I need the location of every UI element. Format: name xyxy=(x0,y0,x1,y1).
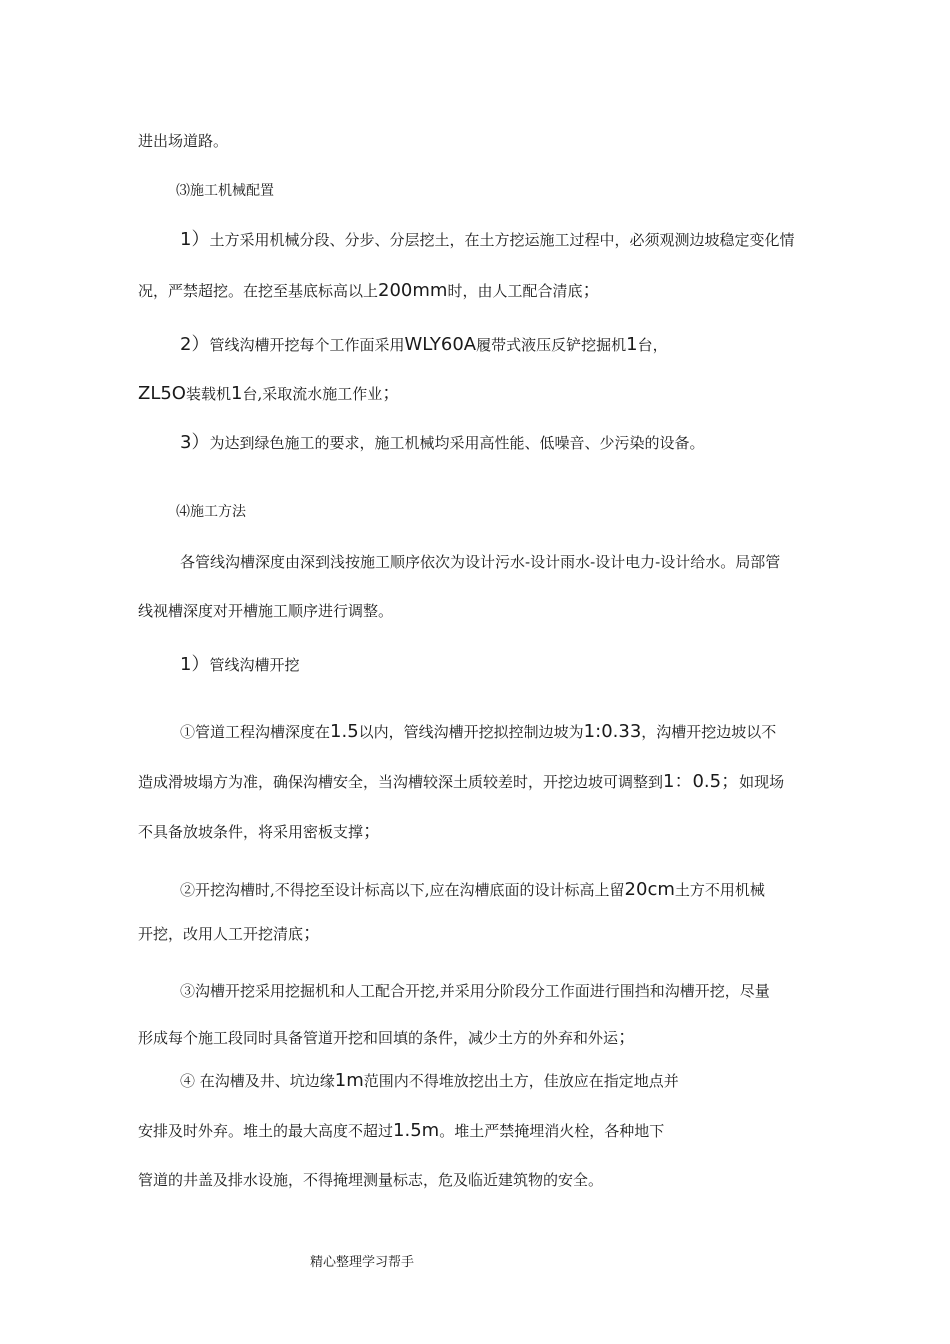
page-footer: 精心整理学习帮手 xyxy=(310,1255,415,1270)
text-line: 3）为达到绿色施工的要求，施工机械均采用高性能、低噪音、少污染的设备。 xyxy=(180,432,705,453)
text-line: 进出场道路。 xyxy=(138,132,229,150)
text-line: 2）管线沟槽开挖每个工作面采用WLY60A履带式液压反铲挖掘机1台， xyxy=(180,334,668,355)
subsection-heading: 1）管线沟槽开挖 xyxy=(180,654,300,675)
text-line: ZL5O装载机1台,采取流水施工作业； xyxy=(138,383,401,404)
section-heading: ⑶施工机械配置 xyxy=(176,183,274,199)
text-line: 不具备放坡条件，将采用密板支撑； xyxy=(138,821,382,842)
text-line: 管道的井盖及排水设施，不得掩埋测量标志，危及临近建筑物的安全。 xyxy=(138,1171,604,1189)
text-line: ③沟槽开挖采用挖掘机和人工配合开挖,并采用分阶段分工作面进行围挡和沟槽开挖，尽量 xyxy=(180,982,770,1000)
text-line: 线视槽深度对开槽施工顺序进行调整。 xyxy=(138,602,394,620)
text-line: ①管道工程沟槽深度在1.5以内，管线沟槽开挖拟控制边坡为1:0.33，沟槽开挖边坡以不 xyxy=(180,721,777,742)
text-line: 造成滑坡塌方为准，确保沟槽安全，当沟槽较深土质较差时，开挖边坡可调整到1：0.5；如现场 xyxy=(138,771,785,792)
section-heading: ⑷施工方法 xyxy=(176,504,246,520)
text-line: 况，严禁超挖。在挖至基底标高以上200mm时，由人工配合清底； xyxy=(138,280,601,301)
text-line: 形成每个施工段同时具备管道开挖和回填的条件，减少土方的外弃和外运； xyxy=(138,1027,637,1048)
text-line: 开挖，改用人工开挖清底； xyxy=(138,923,322,944)
text-line: 1）土方采用机械分段、分步、分层挖土，在土方挖运施工过程中，必须观测边坡稳定变化情 xyxy=(180,229,795,250)
text-line: 各管线沟槽深度由深到浅按施工顺序依次为设计污水-设计雨水-设计电力-设计给水。局部管 xyxy=(180,553,781,571)
text-line: ④ 在沟槽及井、坑边缘1m范围内不得堆放挖出土方，佳放应在指定地点并 xyxy=(180,1070,679,1091)
text-line: 安排及时外弃。堆土的最大高度不超过1.5m。堆土严禁掩埋消火栓，各种地下 xyxy=(138,1120,665,1141)
text-line: ②开挖沟槽时,不得挖至设计标高以下,应在沟槽底面的设计标高上留20cm土方不用机械 xyxy=(180,879,765,900)
